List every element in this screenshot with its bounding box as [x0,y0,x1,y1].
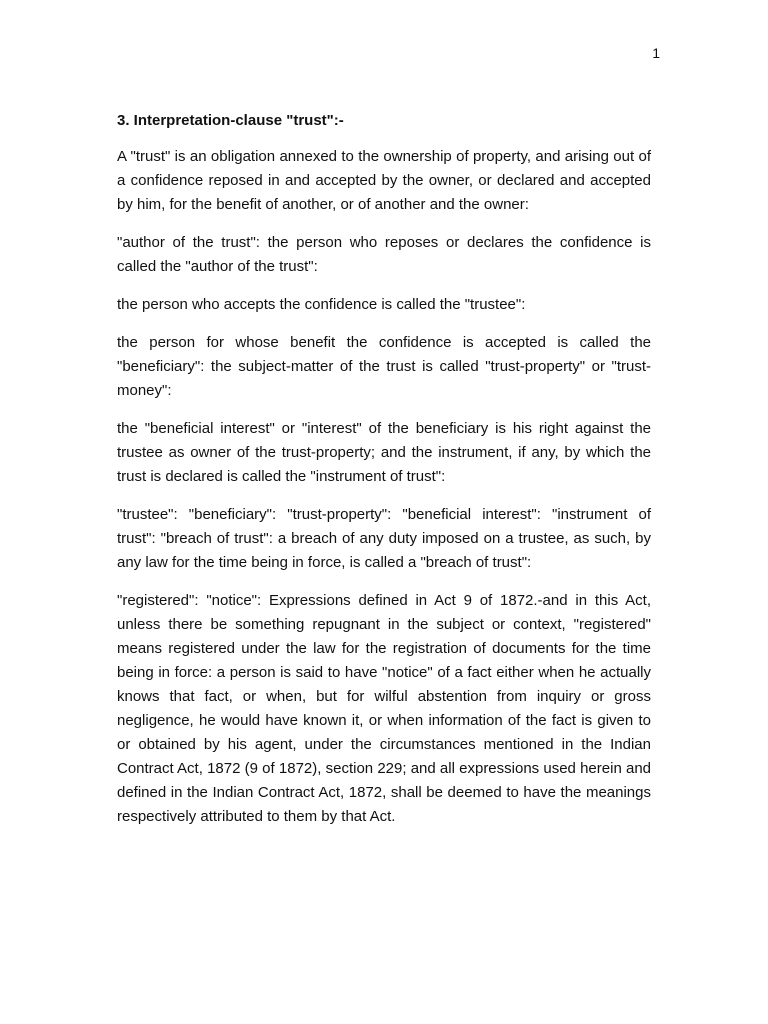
document-body [117,111,651,843]
page-number: 1 [652,45,660,61]
paragraph-author-of-trust: "author of the trust": the person who reposes or declares the confidence is called the "author of the trust": [117,234,651,275]
paragraph-trustee: the person who accepts the confidence is called the "trustee": [117,296,526,313]
paragraph-registered-notice: "registered": "notice": Expressions defined in Act 9 of 1872.-and in this Act, unless there be something repugnant in the subject or context, "registered" means registered under the law for the registration of documents for the time being in force: a person is said to have "notice" of a fact either when he actually knows that fact, or when, but for wilful abstention from inquiry or gross negligence, he would have known it, or when information of the fact is given to or obtained by his agent, under the circumstances mentioned in the Indian Contract Act, 1872 (9 of 1872), section 229; and all expressions used herein and defined in the Indian Contract Act, 1872, shall be deemed to have the meanings respectively attributed to them by that Act. [117,592,651,825]
paragraph-beneficiary: the person for whose benefit the confidence is accepted is called the "beneficiary": the subject-matter of the trust is called "trust-property" or "trust-money": [117,334,651,399]
section-heading: 3. Interpretation-clause "trust":- [117,112,344,129]
paragraph-beneficial-interest: the "beneficial interest" or "interest" of the beneficiary is his right against the trustee as owner of the trust-property; and the instrument, if any, by which the trust is declared is called the "instrument of trust": [117,420,651,485]
paragraph-trust-definition: A "trust" is an obligation annexed to the ownership of property, and arising out of a confidence reposed in and accepted by the owner, or declared and accepted by him, for the benefit of another, or of another and the owner: [117,148,651,213]
paragraph-breach-of-trust: "trustee": "beneficiary": "trust-property": "beneficial interest": "instrument of trust": "breach of trust": a breach of any duty imposed on a trustee, as such, by any law for the time being in force, is called a "breach of trust": [117,506,651,571]
